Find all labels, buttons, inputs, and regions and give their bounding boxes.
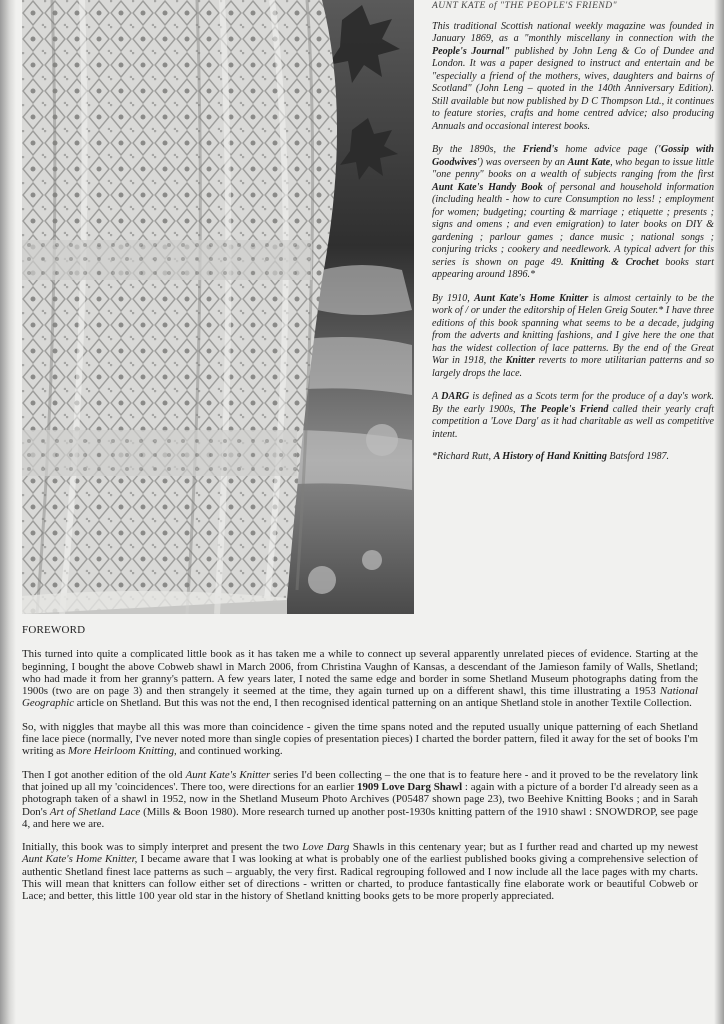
- text-run: books start appearing around 1896.*: [432, 256, 715, 280]
- sidebar-article: [432, 0, 714, 625]
- text-run: and continued working.: [176, 745, 283, 758]
- text-run: published by John Leng & Co of Dundee and London. It was a paper designed to instruct and entertain and be "especially a friend of the mothers, wives, daughters and bairns of Scotland" (John Leng – quoted in the 140th Anniversary Edition). Still available but now published by D C Thompson Ltd., it continues to feature stories, crafts and home centred advice; also producing Annuals and occasional interest books.: [432, 45, 715, 132]
- text-run: Love Darg: [302, 841, 350, 854]
- text-run: (Mills & Boon 1980). More research turned up another post-1930s knitting pattern of the 1910 shawl : SNOWDROP, see page 4, and here we are.: [22, 805, 699, 830]
- text-run: : again with a picture of a border I'd already seen as a photograph taken of a shawl in 1952, now in the Shetland Museum Photo Archives (P05487 shown page 23), two Beehive Knitting Books ; and in Sarah Don's: [22, 780, 698, 818]
- text-run: So, with niggles that maybe all this was more than coincidence - given the time spans noted and the reputed usually unique patterning of each Shetland fine lace piece (normally, I've never noted more than single copies of presentation pieces) I charted the border pattern, filed it away for the set of books I'm writing as: [22, 720, 698, 758]
- text-run: article on Shetland. But this was not the end, I then recognised identical patterning on an antique Shetland stole in another Textile Collection.: [74, 697, 692, 710]
- page-gutter-shadow: [0, 0, 16, 1024]
- sidebar-paragraph-home-knitter: [432, 293, 714, 381]
- text-run: Art of Shetland Lace: [49, 805, 141, 818]
- text-run: is defined as a Scots term for the produce of a day's work. By the early 1900s,: [432, 391, 714, 415]
- text-run: *Richard Rutt,: [432, 451, 494, 462]
- text-run: Aunt Kate's Home Knitter,: [22, 853, 138, 866]
- text-run: ) was overseen by an: [479, 156, 568, 168]
- text-run: 'Gossip with Goodwives': [432, 144, 715, 168]
- text-run: Aunt Kate's Handy Book: [432, 181, 543, 193]
- text-run: This traditional Scottish national weekly magazine was founded in January 1869, as a "monthly miscellany in connection with the: [432, 20, 714, 44]
- text-run: Shawls in this centenary year; but as I further read and charted up my newest: [349, 841, 699, 854]
- text-run: People's Journal": [432, 45, 511, 57]
- text-run: More Heirloom Knitting,: [67, 745, 177, 758]
- foreword-heading: FOREWORD: [22, 624, 86, 636]
- text-run: Knitting & Crochet: [570, 256, 659, 268]
- text-run: By the 1890s, the: [432, 144, 523, 155]
- sidebar-footnote: [432, 451, 714, 464]
- text-run: National Geographic: [22, 685, 698, 710]
- text-run: Aunt Kate: [567, 156, 611, 168]
- foreword-section: [22, 624, 698, 1004]
- text-run: is almost certainly to be the work of / or under the editorship of Helen Greig Souter.* I have three editions of this book spanning what seems to be a decade, judging from the adverts and knitting fashions, and I give here the one that has the widest collection of lace patterns. By the end of the Great War in 1918, the: [432, 292, 714, 366]
- text-run: Aunt Kate's Home Knitter: [474, 292, 589, 304]
- text-run: Then I got another edition of the old: [22, 768, 186, 781]
- text-run: I became aware that I was looking at what is probably one of the earliest published books giving a comprehensive selection of authentic Shetland finest lace patterns as such – arguably, the very first. Radical regrouping followed and I now include all the lace pages with my charts. This will mean that knitters can follow either set of directions - written or charted, to produce fantastically fine elaborate work or beautiful Cobweb or Lace; and better, this little 100 year old star in the history of Shetland knitting books gets to be more properly appreciated.: [22, 853, 698, 903]
- text-run: The People's Friend: [519, 403, 609, 415]
- text-run: A History of Hand Knitting: [493, 451, 607, 462]
- text-run: This turned into quite a complicated little book as it has taken me a while to connect up several apparently unrelated pieces of evidence. Starting at the beginning, I bought the above Cobweb shawl in March 2006, from Christina Vaughn of Kansas, a descendant of the Jamieson family of Walls, Shetland; who had made it from her granny's pattern. A few years later, I noted the same edge and border in some Shetland Museum photographs dating from the 1900s (two are on page 3) and then strangely it seemed at the time, they again turned up on a different shawl, this time illustrating a 1953: [22, 648, 698, 698]
- foreword-paragraph-4: [22, 841, 698, 902]
- sidebar-paragraph-history: [432, 21, 714, 134]
- text-run: A: [432, 391, 442, 402]
- text-run: 1909 Love Darg Shawl: [357, 780, 463, 793]
- sidebar-paragraph-aunt-kate: [432, 144, 714, 282]
- text-run: By 1910,: [432, 292, 475, 304]
- sidebar-paragraph-darg: [432, 391, 714, 441]
- text-run: , who began to issue little "one penny" books on a wealth of subjects ranging from the first: [432, 156, 714, 180]
- text-run: DARG: [441, 391, 470, 402]
- text-run: of personal and household information (including health - how to cure Consumption no less! ; employment for women; budgeting; courting & marriage ; etiquette ; presents ; signs and omens ; and even emigration) to later books on DIY & gardening ; parlour games ; dance music ; national songs ; conjuring tricks ; cookery and needlework. A typical advert for this series is shown on page 49.: [432, 181, 714, 268]
- text-run: home advice page (: [558, 144, 659, 155]
- text-run: Aunt Kate's Knitter: [185, 768, 271, 781]
- text-run: Friend's: [522, 144, 559, 155]
- text-run: Initially, this book was to simply interpret and present the two: [22, 841, 303, 854]
- page-edge-shadow: [714, 0, 724, 1024]
- sidebar-header: AUNT KATE of "THE PEOPLE'S FRIEND": [432, 1, 618, 11]
- foreword-paragraph-3: [22, 769, 698, 830]
- text-run: Knitter: [505, 355, 535, 366]
- foreword-paragraph-2: [22, 721, 698, 758]
- text-run: reverts to more utilitarian patterns and so largely drops the lace.: [432, 355, 714, 379]
- shawl-photograph: [22, 0, 414, 614]
- text-run: series I'd been collecting – the one that is to feature here - and it proved to be the revelatory link that joined up all my 'coincidences'. There too, were directions for an earlier: [22, 768, 699, 793]
- text-run: Batsford 1987.: [606, 451, 670, 462]
- foreword-paragraph-1: [22, 648, 698, 709]
- text-run: called their yearly craft competition a 'Love Darg' as it had charitable as well as competitive intent.: [432, 403, 715, 440]
